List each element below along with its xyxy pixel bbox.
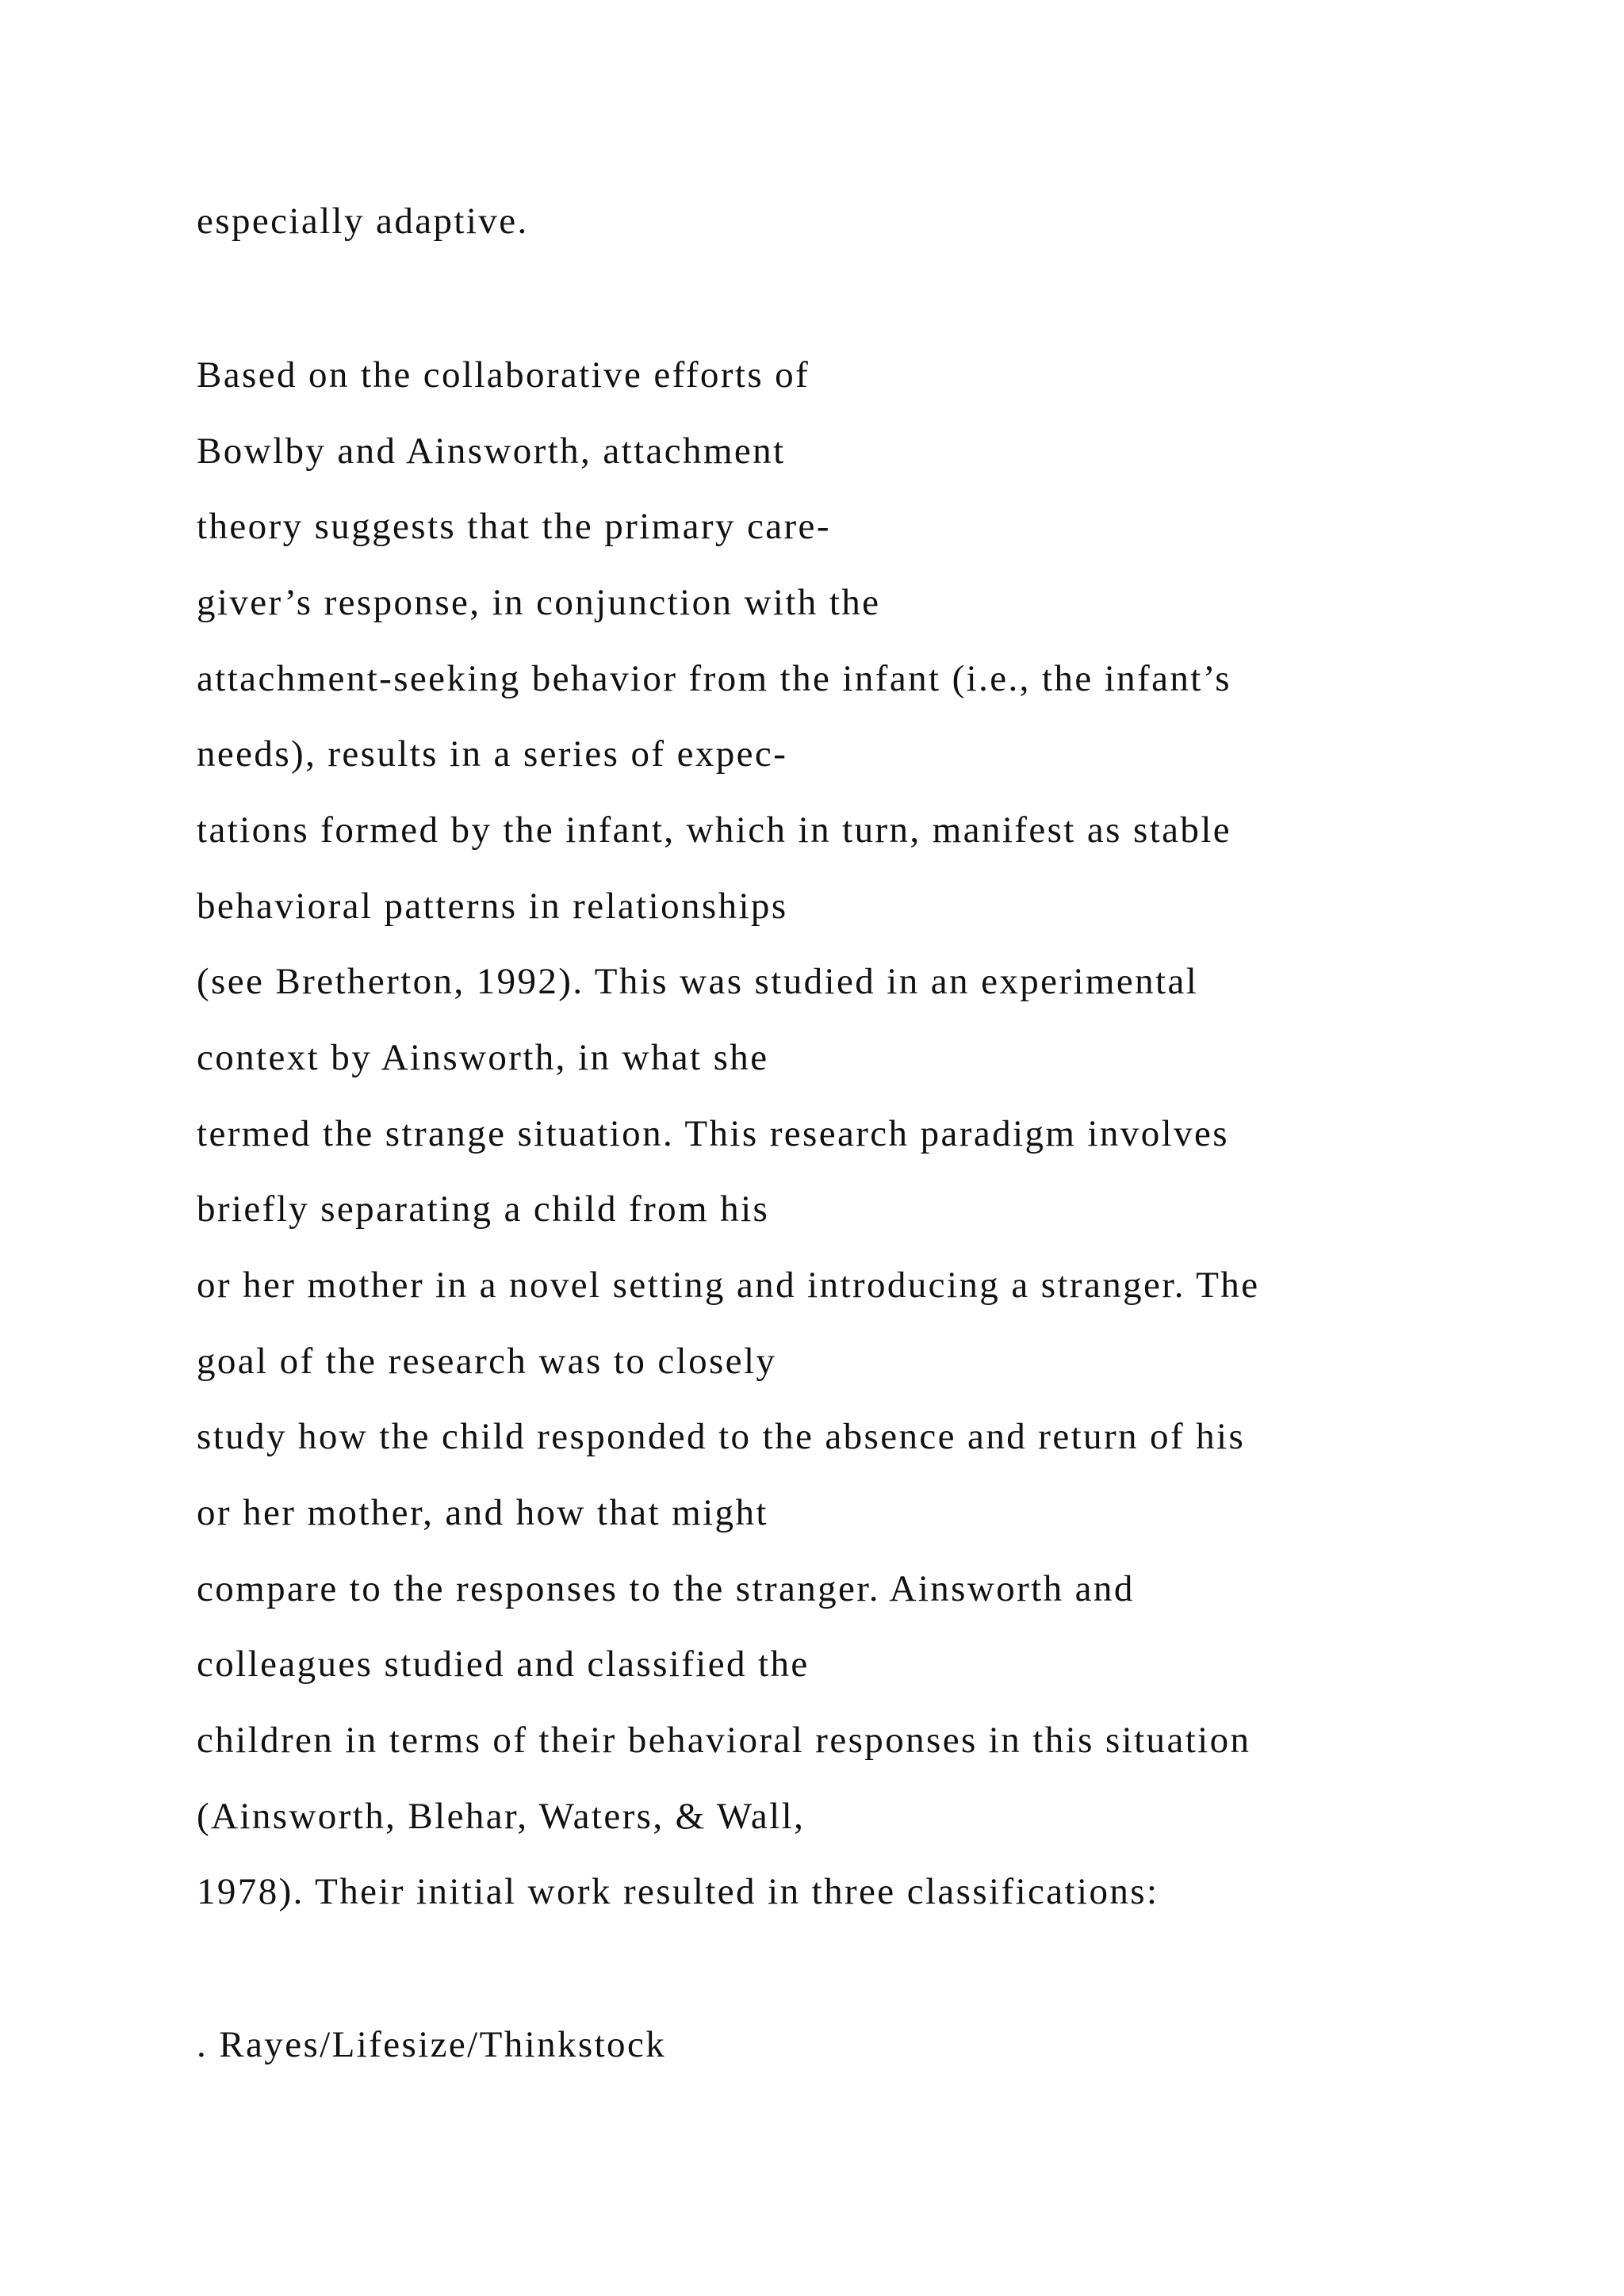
text-line: context by Ainsworth, in what she <box>197 1037 769 1078</box>
text-line: Based on the collaborative efforts of <box>197 354 810 396</box>
text-line: especially adaptive. <box>197 201 529 242</box>
text-line: children in terms of their behavioral responses in this situation <box>197 1720 1251 1761</box>
text-line: termed the strange situation. This research paradigm involves <box>197 1113 1229 1154</box>
text-line: or her mother, and how that might <box>197 1492 768 1533</box>
text-line: goal of the research was to closely <box>197 1341 777 1382</box>
text-line: Bowlby and Ainsworth, attachment <box>197 430 786 472</box>
text-line: attachment-seeking behavior from the infant (i.e., the infant’s <box>197 658 1231 699</box>
text-line: (Ainsworth, Blehar, Waters, & Wall, <box>197 1796 806 1837</box>
text-line: giver’s response, in conjunction with the <box>197 582 881 623</box>
text-line: (see Bretherton, 1992). This was studied in an experimental <box>197 961 1199 1002</box>
text-line: tations formed by the infant, which in turn, manifest as stable <box>197 809 1232 851</box>
text-line: briefly separating a child from his <box>197 1188 770 1230</box>
text-line: colleagues studied and classified the <box>197 1644 810 1685</box>
text-line: 1978). Their initial work resulted in three classifications: <box>197 1871 1159 1912</box>
text-line: theory suggests that the primary care- <box>197 506 831 547</box>
text-line: study how the child responded to the absence and return of his <box>197 1416 1246 1457</box>
text-line: compare to the responses to the stranger. Ainsworth and <box>197 1568 1135 1609</box>
text-line: behavioral patterns in relationships <box>197 886 788 927</box>
text-line: needs), results in a series of expec- <box>197 733 788 775</box>
text-line: or her mother in a novel setting and introducing a stranger. The <box>197 1265 1260 1306</box>
image-credit: . Rayes/Lifesize/Thinkstock <box>197 2024 667 2065</box>
